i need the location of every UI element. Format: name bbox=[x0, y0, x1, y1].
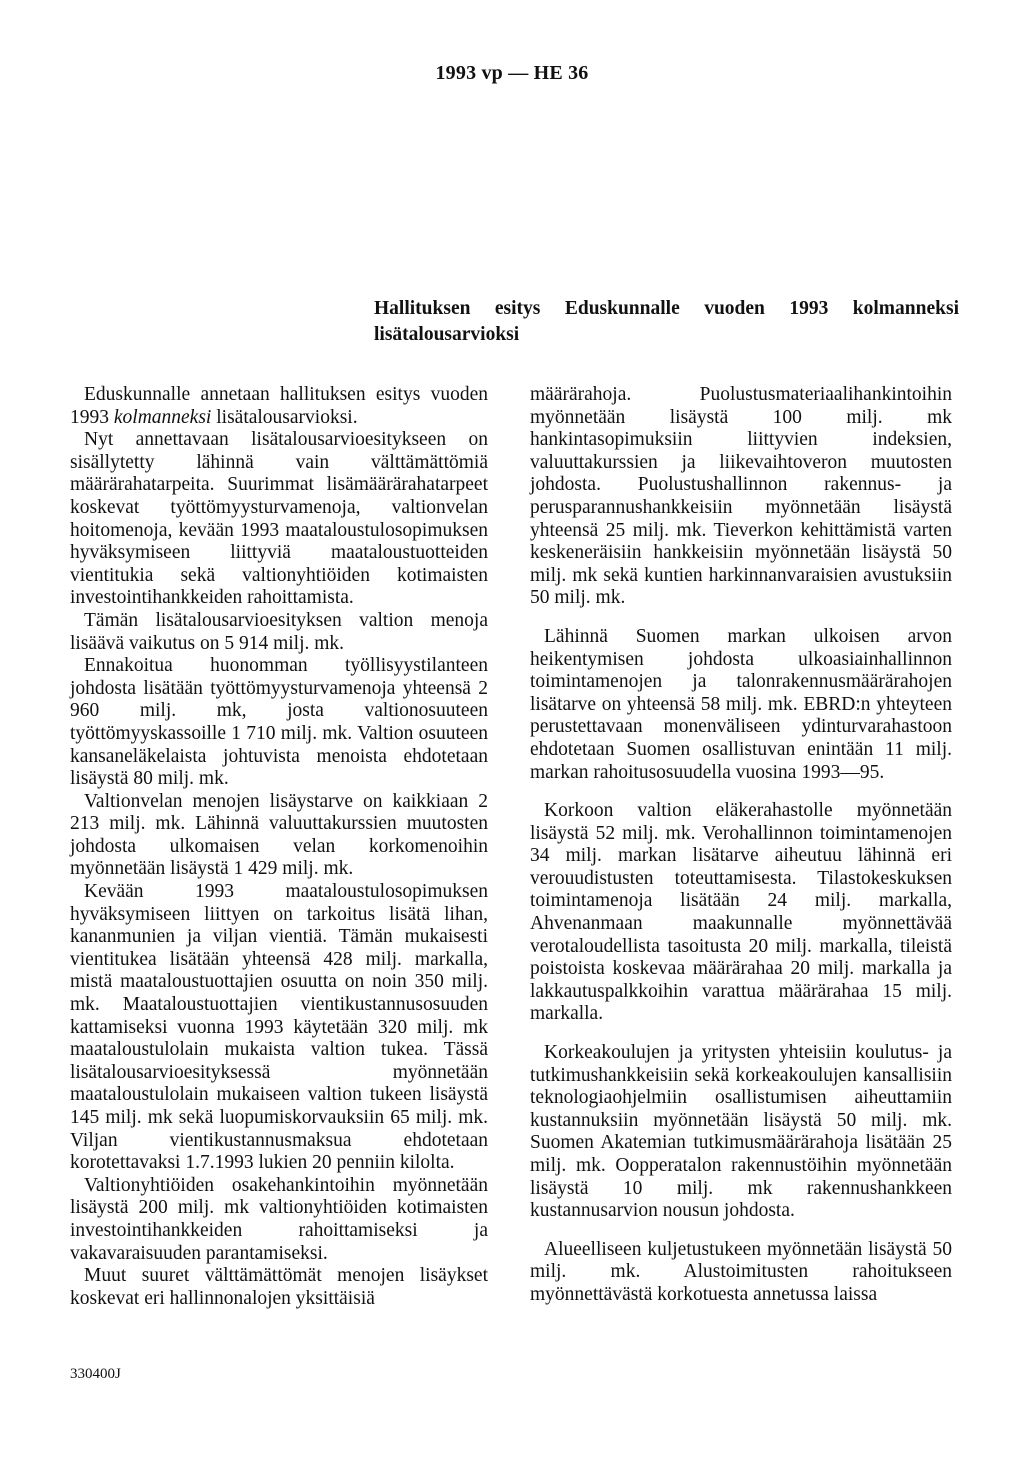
paragraph: Lähinnä Suomen markan ulkoisen arvon heikentymisen johdosta ulkoasiainhallinnon toimintamenojen ja talonrakennusmäärärahojen lisätarve on yhteensä 58 milj. mk. EBRD:n yhteyteen perustettavaan monenväliseen ydinturvarahastoon ehdotetaan Suomen osallistuvan enintään 11 milj. markan rahoitusosuudella vuosina 1993—95. bbox=[530, 625, 952, 783]
paragraph: Ennakoitua huonomman työllisyystilanteen johdosta lisätään työttömyysturvamenoja yhteensä 2 960 milj. mk, josta valtionosuuteen työttömyyskassoille 1 710 milj. mk. Valtion osuuteen kansaneläkelaista johtuvista menoista ehdotetaan lisäystä 80 milj. mk. bbox=[70, 655, 488, 790]
paragraph: Valtionvelan menojen lisäystarve on kaikkiaan 2 213 milj. mk. Lähinnä valuuttakurssien muutosten johdosta ulkomaisen velan korkomenoihin myönnetään lisäystä 1 429 milj. mk. bbox=[70, 790, 488, 880]
paragraph: Valtionyhtiöiden osakehankintoihin myönnetään lisäystä 200 milj. mk valtionyhtiöiden kotimaisten investointihankkeiden rahoittamiseksi ja vakavaraisuuden parantamiseksi. bbox=[70, 1174, 488, 1264]
left-column bbox=[70, 384, 488, 1310]
paragraph: Korkeakoulujen ja yritysten yhteisiin koulutus- ja tutkimushankkeisiin sekä korkeakoulujen kansallisiin teknologiaohjelmiin osallistumisen aiheuttamiin kustannuksiin myönnetään lisäystä 50 milj. mk. Suomen Akatemian tutkimusmäärärahoja lisätään 25 milj. mk. Oopperatalon rakennustöihin myönnetään lisäystä 10 milj. mk rakennushankkeen kustannusarvion nousun johdosta. bbox=[530, 1042, 952, 1222]
continued-paragraph: määrärahoja. Puolustusmateriaalihankintoihin myönnetään lisäystä 100 milj. mk hankintasopimuksiin liittyvien indeksien, valuuttakurssien ja liikevaihtoveron muutosten johdosta. Puolustushallinnon rakennus- ja perusparannushankkeisiin myönnetään lisäystä yhteensä 25 milj. mk. Tieverkon kehittämistä varten keskeneräisiin hankkeisiin myönnetään lisäystä 50 milj. mk sekä kuntien harkinnanvaraisien avustuksiin 50 milj. mk. bbox=[530, 384, 952, 609]
intro-paragraph bbox=[70, 384, 488, 429]
paragraph: Muut suuret välttämättömät menojen lisäykset koskevat eri hallinnonalojen yksittäisiä bbox=[70, 1265, 488, 1309]
paragraph: Alueelliseen kuljetustukeen myönnetään lisäystä 50 milj. mk. Alustoimitusten rahoitukseen myönnettävästä korkotuesta annetussa laissa bbox=[530, 1238, 952, 1305]
paragraph: Tämän lisätalousarvioesityksen valtion menoja lisäävä vaikutus on 5 914 milj. mk. bbox=[70, 609, 488, 654]
paragraph: Nyt annettavaan lisätalousarvioesitykseen on sisällytetty lähinnä vain välttämättömiä määrärahatarpeita. Suurimmat lisämäärärahatarpeet koskevat työttömyysturvamenoja, valtionvelan hoitomenoja, kevään 1993 maataloustulosopimuksen hyväksymiseen liittyviä maataloustuotteiden vientitukia sekä valtionyhtiöiden kotimaisten investointihankkeiden rahoittamista. bbox=[70, 429, 488, 609]
right-column bbox=[530, 384, 952, 1307]
intro-text-start: Eduskunnalle annetaan hallituksen esitys vuoden 1993 bbox=[70, 384, 488, 428]
document-title: Hallituksen esitys Eduskunnalle vuoden 1993 kolmanneksi lisätalousarvioksi bbox=[374, 298, 959, 345]
intro-text-end: lisätalousarvioksi. bbox=[211, 406, 358, 428]
print-code: 330400J bbox=[70, 1366, 121, 1382]
paragraph: Korkoon valtion eläkerahastolle myönnetään lisäystä 52 milj. mk. Verohallinnon toimintamenojen 34 milj. markan lisätarve aiheutuu lähinnä eri verouudistusten toteuttamisesta. Tilastokeskuksen toimintamenoja lisätään 24 milj. markalla, Ahvenanmaan maakunnalle myönnettävää verotaloudellista tasoitusta 20 milj. markalla, tileistä poistoista koskevaa määrärahaa 20 milj. markalla ja lakkautuspalkkoihin varattua määrärahaa 15 milj. markalla. bbox=[530, 800, 952, 1025]
intro-emphasis: kolmanneksi bbox=[113, 406, 212, 428]
running-head: 1993 vp — HE 36 bbox=[435, 62, 589, 84]
paragraph: Kevään 1993 maataloustulosopimuksen hyväksymiseen liittyen on tarkoitus lisätä lihan, kananmunien ja viljan vientiä. Tämän mukaisesti vientitukea lisätään yhteensä 428 milj. markalla, mistä maataloustuottajien osuutta on noin 350 milj. mk. Maataloustuottajien vientikustannusosuuden kattamiseksi vuonna 1993 käytetään 320 milj. mk maataloustulolain mukaista valtion tukea. Tässä lisätalousarvioesityksessä myönnetään maataloustulolain mukaiseen valtion tukeen lisäystä 145 milj. mk sekä luopumiskorvauksiin 65 milj. mk. Viljan vientikustannusmaksua ehdotetaan korotettavaksi 1.7.1993 lukien 20 penniin kilolta. bbox=[70, 881, 488, 1174]
